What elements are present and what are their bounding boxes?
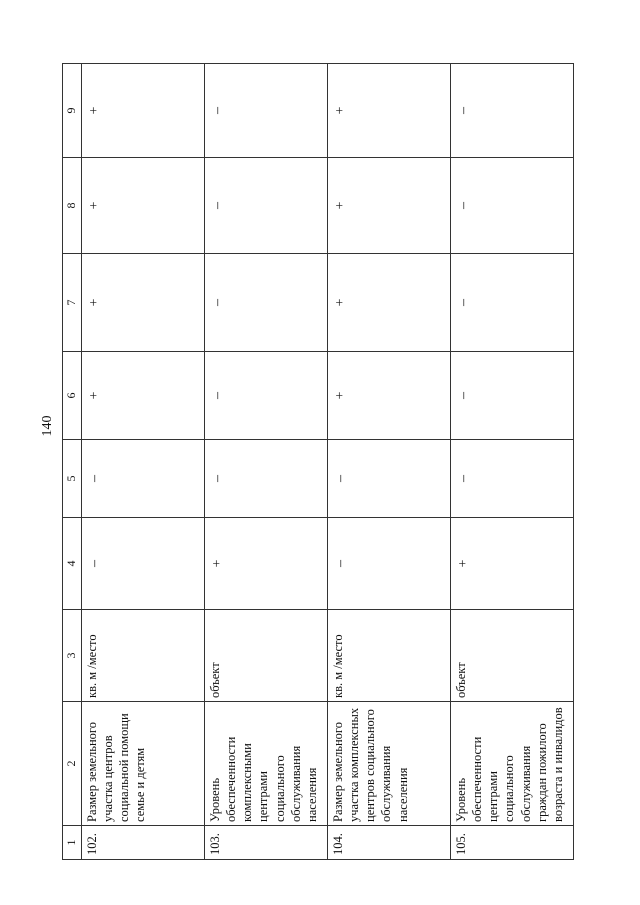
indicator-name: Размер земельного участка центров социальной помощи семье и детям — [81, 702, 204, 826]
table-row — [327, 64, 450, 860]
row-number: 102. — [81, 826, 204, 860]
mark-cell: – — [81, 518, 204, 610]
column-header: 5 — [63, 440, 82, 518]
column-header: 8 — [63, 158, 82, 254]
mark-cell: – — [450, 158, 573, 254]
mark-cell: – — [450, 254, 573, 352]
mark-cell: + — [327, 158, 450, 254]
mark-cell: – — [81, 440, 204, 518]
mark-cell: + — [204, 518, 327, 610]
column-header: 7 — [63, 254, 82, 352]
indicator-name: Уровень обеспеченности комплексными центрами социального обслуживания населения — [204, 702, 327, 826]
column-header: 2 — [63, 702, 82, 826]
indicators-table — [62, 63, 574, 860]
mark-cell: + — [81, 158, 204, 254]
row-number: 105. — [450, 826, 573, 860]
mark-cell: – — [204, 64, 327, 158]
mark-cell: + — [327, 254, 450, 352]
mark-cell: – — [327, 440, 450, 518]
column-header: 9 — [63, 64, 82, 158]
table-container — [62, 64, 572, 860]
header-row — [63, 64, 82, 860]
indicator-name: Уровень обеспеченности центрами социального обслуживания граждан пожилого возраста и инвалидов — [450, 702, 573, 826]
table-row — [81, 64, 204, 860]
mark-cell: + — [81, 64, 204, 158]
unit-cell: кв. м /место — [327, 610, 450, 702]
unit-cell: объект — [204, 610, 327, 702]
mark-cell: – — [450, 352, 573, 440]
mark-cell: + — [327, 64, 450, 158]
column-header: 1 — [63, 826, 82, 860]
indicator-name: Размер земельного участка комплексных центров социального обслуживания населения — [327, 702, 450, 826]
mark-cell: + — [81, 254, 204, 352]
mark-cell: – — [450, 440, 573, 518]
mark-cell: – — [204, 158, 327, 254]
mark-cell: + — [81, 352, 204, 440]
column-header: 6 — [63, 352, 82, 440]
mark-cell: – — [204, 352, 327, 440]
table-row — [204, 64, 327, 860]
unit-cell: кв. м /место — [81, 610, 204, 702]
row-number: 103. — [204, 826, 327, 860]
mark-cell: – — [204, 440, 327, 518]
unit-cell: объект — [450, 610, 573, 702]
mark-cell: – — [204, 254, 327, 352]
mark-cell: – — [327, 518, 450, 610]
page-number: 140 — [40, 415, 55, 437]
table-row — [450, 64, 573, 860]
column-header: 3 — [63, 610, 82, 702]
row-number: 104. — [327, 826, 450, 860]
mark-cell: + — [327, 352, 450, 440]
mark-cell: + — [450, 518, 573, 610]
mark-cell: – — [450, 64, 573, 158]
column-header: 4 — [63, 518, 82, 610]
